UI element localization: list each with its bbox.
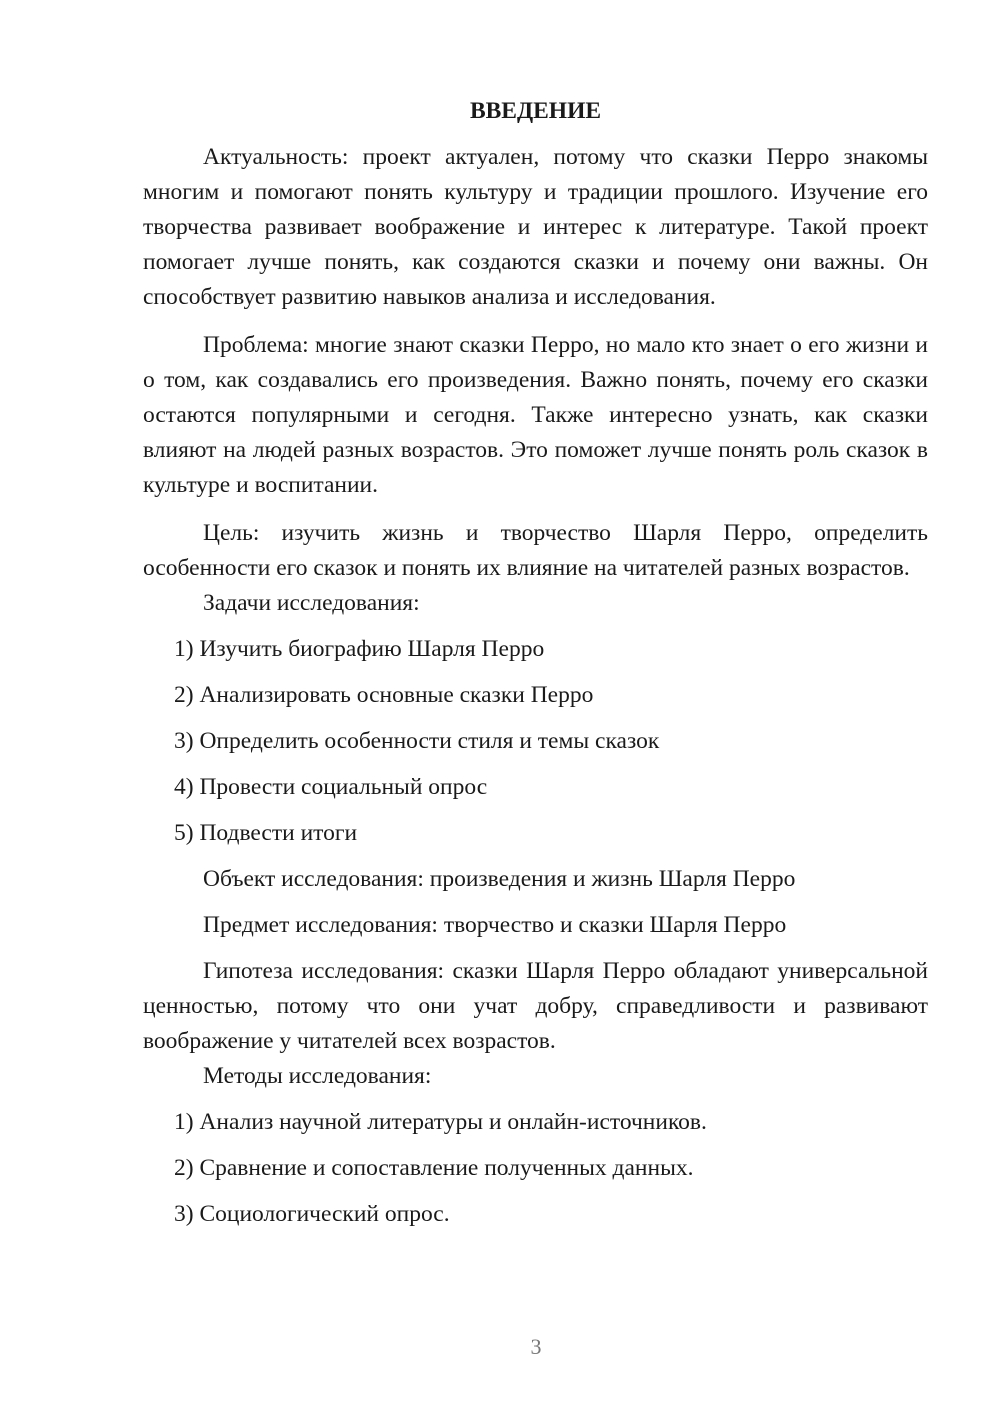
tasks-list [143,632,928,851]
research-object-line: Объект исследования: произведения и жизнь Шарля Перро [203,866,796,892]
method-item: 1) Анализ научной литературы и онлайн-источников. [174,1109,707,1135]
method-item: 3) Социологический опрос. [174,1201,450,1227]
methods-heading: Методы исследования: [203,1063,432,1089]
relevance-paragraph: Актуальность: проект актуален, потому что сказки Перро знакомы многим и помогают понять культуру и традиции прошлого. Изучение его творчества развивает воображение и интерес к литературе. Такой проект помогает лучше понять, как создаются сказки и почему они важны. Он способствует развитию навыков анализа и исследования. [143,144,928,310]
tasks-heading: Задачи исследования: [203,590,420,616]
hypothesis-paragraph: Гипотеза исследования: сказки Шарля Перро обладают универсальной ценностью, потому что они учат добру, справедливости и развивают воображение у читателей всех возрастов. [143,958,928,1054]
page-content [143,96,928,1232]
problem-paragraph: Проблема: многие знают сказки Перро, но мало кто знает о его жизни и о том, как создавались его произведения. Важно понять, почему его сказки остаются популярными и сегодня. Также интересно узнать, как сказки влияют на людей разных возрастов. Это поможет лучше понять роль сказок в культуре и воспитании. [143,332,928,498]
goal-paragraph: Цель: изучить жизнь и творчество Шарля Перро, определить особенности его сказок и понять их влияние на читателей разных возрастов. [143,520,928,581]
task-item: 1) Изучить биографию Шарля Перро [174,636,545,662]
research-subject-line: Предмет исследования: творчество и сказки Шарля Перро [203,912,787,938]
task-item: 2) Анализировать основные сказки Перро [174,682,594,708]
task-item: 3) Определить особенности стиля и темы сказок [174,728,660,754]
methods-list [143,1105,928,1232]
method-item: 2) Сравнение и сопоставление полученных данных. [174,1155,694,1181]
task-item: 4) Провести социальный опрос [174,774,488,800]
task-item: 5) Подвести итоги [174,820,358,846]
section-title: ВВЕДЕНИЕ [469,98,602,124]
page-number: 3 [530,1334,542,1359]
